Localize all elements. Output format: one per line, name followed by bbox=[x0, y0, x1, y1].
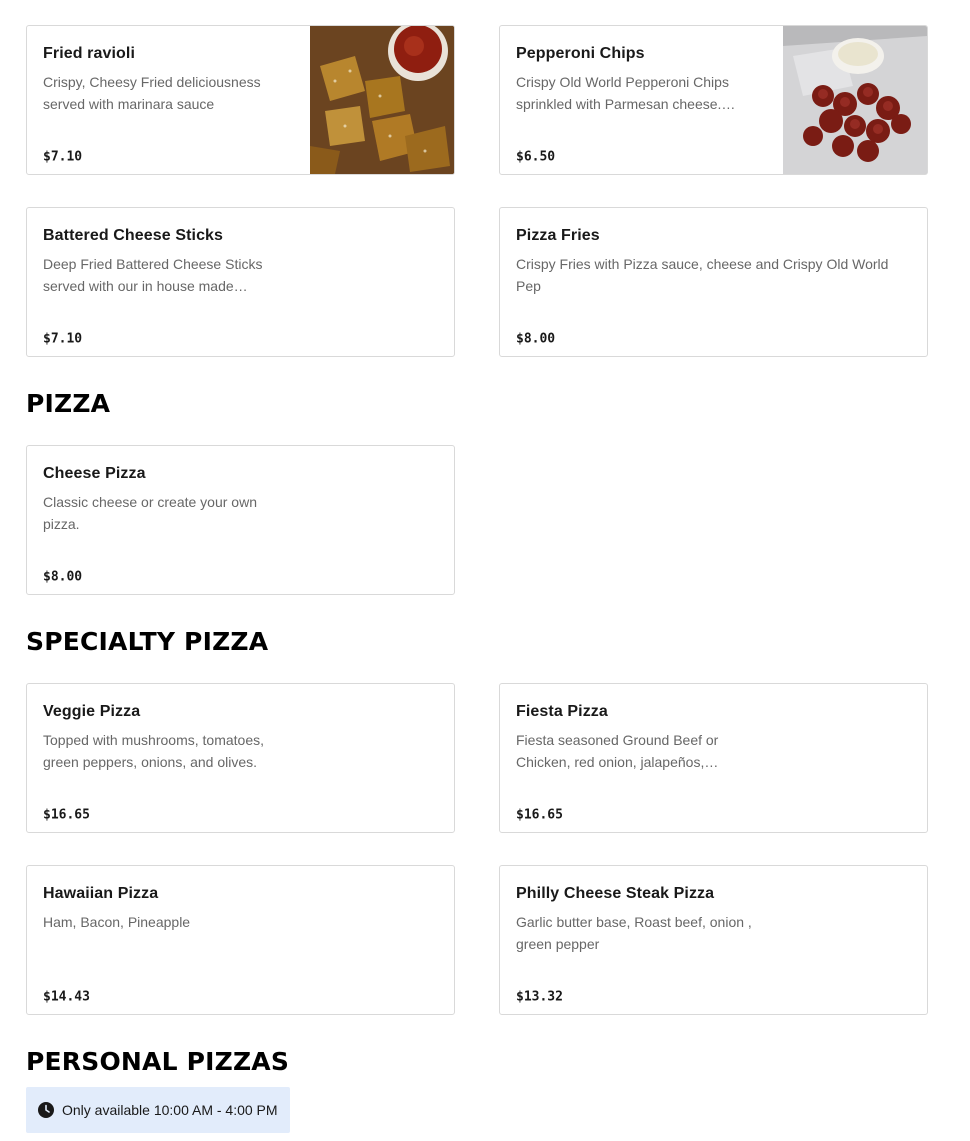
item-description: Ham, Bacon, Pineapple bbox=[43, 914, 191, 930]
item-description: Crispy Fries with Pizza sauce, cheese and Crispy Old World Pep bbox=[516, 256, 889, 294]
section-title-personal-pizzas: PERSONAL PIZZAS bbox=[26, 1047, 290, 1076]
item-description: Garlic butter base, Roast beef, onion , green pepper bbox=[516, 914, 752, 952]
item-photo bbox=[783, 26, 927, 174]
item-price: $6.50 bbox=[516, 149, 556, 165]
item-price: $16.65 bbox=[516, 807, 563, 823]
item-description: Deep Fried Battered Cheese Sticks served with our in house made… bbox=[43, 256, 263, 294]
item-description: Fiesta seasoned Ground Beef or Chicken, red onion, jalapeños,… bbox=[516, 732, 719, 770]
section-title-pizza: PIZZA bbox=[26, 389, 111, 418]
item-price: $7.10 bbox=[43, 331, 83, 347]
menu-item-card[interactable] bbox=[26, 207, 455, 357]
clock-icon bbox=[38, 1102, 54, 1118]
item-name: Cheese Pizza bbox=[43, 465, 146, 482]
item-name: Fried ravioli bbox=[43, 45, 135, 62]
item-price: $8.00 bbox=[516, 331, 556, 347]
menu-item-card[interactable] bbox=[26, 445, 455, 595]
menu-item-card[interactable] bbox=[26, 683, 455, 833]
fried-ravioli-photo bbox=[310, 26, 454, 174]
menu-item-card[interactable] bbox=[499, 25, 928, 175]
item-name: Pizza Fries bbox=[516, 227, 600, 244]
item-price: $14.43 bbox=[43, 989, 90, 1005]
item-price: $8.00 bbox=[43, 569, 83, 585]
menu-item-card[interactable] bbox=[26, 865, 455, 1015]
item-price: $7.10 bbox=[43, 149, 83, 165]
item-name: Hawaiian Pizza bbox=[43, 885, 159, 902]
item-name: Battered Cheese Sticks bbox=[43, 227, 224, 244]
item-name: Veggie Pizza bbox=[43, 703, 141, 720]
menu-item-card[interactable] bbox=[26, 25, 455, 175]
menu-item-card[interactable] bbox=[499, 207, 928, 357]
availability-text: Only available 10:00 AM - 4:00 PM bbox=[62, 1102, 278, 1118]
availability-notice bbox=[26, 1087, 290, 1133]
section-title-specialty-pizza: SPECIALTY PIZZA bbox=[26, 627, 269, 656]
item-description: Crispy, Cheesy Fried deliciousness served with marinara sauce bbox=[43, 74, 261, 112]
item-description: Classic cheese or create your own pizza. bbox=[43, 494, 257, 532]
item-name: Pepperoni Chips bbox=[516, 45, 645, 62]
item-description: Topped with mushrooms, tomatoes, green peppers, onions, and olives. bbox=[43, 732, 264, 770]
item-price: $16.65 bbox=[43, 807, 90, 823]
item-photo bbox=[310, 26, 454, 174]
menu-item-card[interactable] bbox=[499, 865, 928, 1015]
menu-item-card[interactable] bbox=[499, 683, 928, 833]
pepperoni-chips-photo bbox=[783, 26, 927, 174]
item-name: Fiesta Pizza bbox=[516, 703, 608, 720]
item-price: $13.32 bbox=[516, 989, 563, 1005]
item-name: Philly Cheese Steak Pizza bbox=[516, 885, 715, 902]
item-description: Crispy Old World Pepperoni Chips sprinkled with Parmesan cheese.… bbox=[516, 74, 736, 112]
